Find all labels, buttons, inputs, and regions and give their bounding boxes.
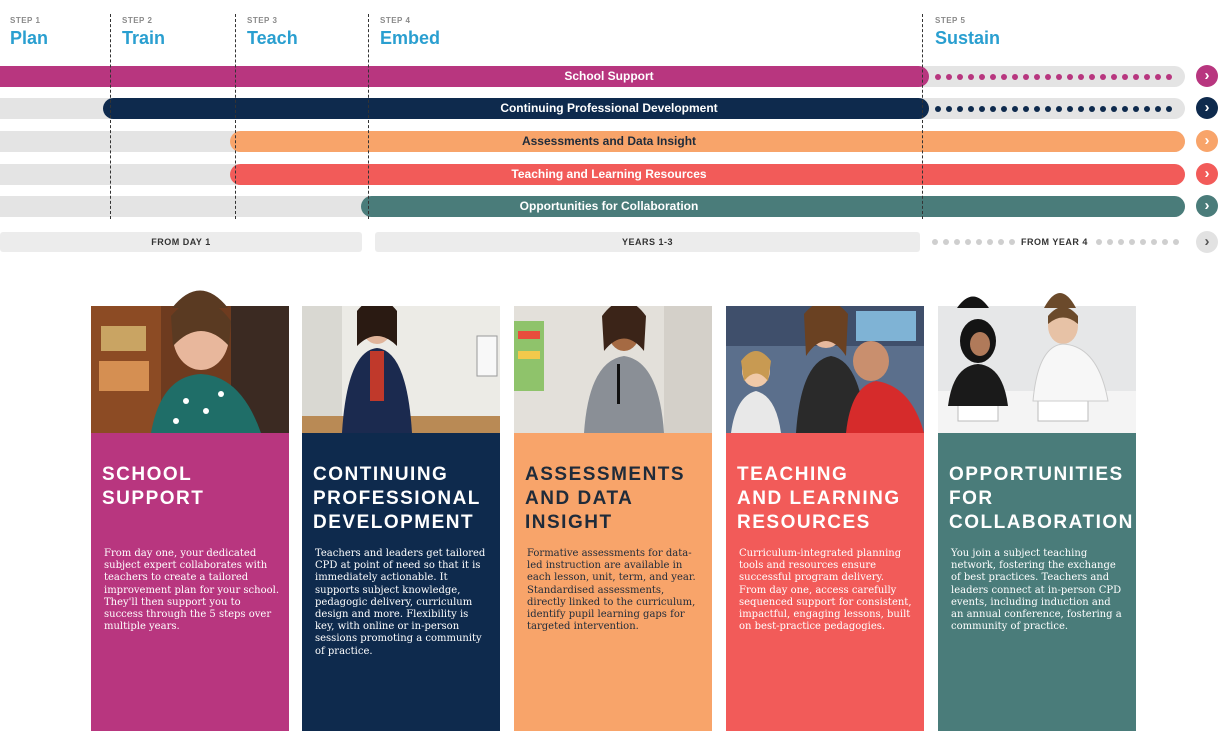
timeline-from-year-4-label: FROM YEAR 4 [1021, 237, 1088, 247]
chevron-right-icon[interactable]: › [1196, 231, 1218, 253]
dot [1100, 106, 1106, 112]
photo-head-overflow [170, 283, 230, 308]
card-title-line: PROFESSIONAL [313, 488, 481, 509]
dot [1118, 239, 1124, 245]
dot [979, 106, 985, 112]
dots-school-support [929, 66, 1185, 87]
step-5-name: Sustain [935, 28, 1001, 48]
dot [932, 239, 938, 245]
card-title-line: RESOURCES [737, 512, 871, 533]
bar-assessments-label: Assessments and Data Insight [521, 134, 697, 148]
dot [1111, 74, 1117, 80]
card-title [949, 463, 1134, 535]
dot [1067, 74, 1073, 80]
card-description: From day one, your dedicated subject expert collaborates with teachers to create a tailored improvement plan for your school. They'll then support you to success through the 5 steps over multiple years. [104, 548, 280, 633]
timeline-from-day-1: FROM DAY 1 [0, 232, 362, 252]
dot [1023, 106, 1029, 112]
step-5-number: STEP 5 [935, 16, 966, 25]
dot [1133, 74, 1139, 80]
dot [1045, 74, 1051, 80]
card-title [737, 463, 922, 535]
dot [1151, 239, 1157, 245]
dot [1012, 74, 1018, 80]
dot [998, 239, 1004, 245]
chevron-right-icon[interactable]: › [1196, 97, 1218, 119]
chevron-right-icon[interactable]: › [1196, 130, 1218, 152]
photo-teacher-with-pupils [726, 306, 924, 433]
dot [1122, 74, 1128, 80]
chevron-right-icon[interactable]: › [1196, 65, 1218, 87]
card-title-line: COLLABORATION [949, 512, 1134, 533]
step-3-name: Teach [247, 28, 298, 48]
step-divider [235, 14, 236, 219]
dot [1129, 239, 1135, 245]
card-title-line: AND LEARNING [737, 488, 901, 509]
card-title-line: INSIGHT [525, 512, 613, 533]
dot [1155, 106, 1161, 112]
dot [1144, 74, 1150, 80]
step-divider [368, 14, 369, 219]
timeline-years-1-3: YEARS 1-3 [375, 232, 920, 252]
card-description: You join a subject teaching network, fostering the exchange of best practices. Teachers and leaders connect at in-person CPD events, including induction and an annual conference, fostering a community of practice. [951, 548, 1122, 633]
dot [1140, 239, 1146, 245]
card-title-line: CONTINUING [313, 464, 449, 485]
dot [1089, 74, 1095, 80]
dot [1078, 106, 1084, 112]
dots-cpd [929, 98, 1185, 119]
dot [1067, 106, 1073, 112]
card-title [313, 463, 498, 535]
dot [990, 74, 996, 80]
dot [943, 239, 949, 245]
dot [957, 74, 963, 80]
dot [976, 239, 982, 245]
dot [954, 239, 960, 245]
step-divider [922, 14, 923, 219]
chevron-right-icon[interactable]: › [1196, 163, 1218, 185]
dot [1001, 106, 1007, 112]
bar-school-support-label: School Support [564, 69, 654, 83]
dot [946, 106, 952, 112]
dot [1001, 74, 1007, 80]
dot [1045, 106, 1051, 112]
step-4-number: STEP 4 [380, 16, 411, 25]
dot [935, 106, 941, 112]
dot [965, 239, 971, 245]
card-title [525, 463, 710, 535]
dot [1056, 74, 1062, 80]
dot [957, 106, 963, 112]
dot [1009, 239, 1015, 245]
card-collaboration [938, 433, 1136, 731]
photo-head-overflow [955, 291, 991, 308]
dot [1078, 74, 1084, 80]
card-title-line: AND DATA [525, 488, 634, 509]
card-title-line: SUPPORT [102, 488, 205, 509]
dot [1034, 74, 1040, 80]
dot [935, 74, 941, 80]
dot [1107, 239, 1113, 245]
step-2-number: STEP 2 [122, 16, 153, 25]
step-1-name: Plan [10, 28, 49, 48]
photo-head-overflow [1040, 284, 1080, 308]
card-description: Teachers and leaders get tailored CPD at point of need so that it is immediately actionable. It supports subject knowledge, pedagogic delivery, curriculum design and more. Flexibility is key, with online or in-person sessions promoting a community of practice. [315, 548, 486, 657]
dot [1034, 106, 1040, 112]
card-description: Formative assessments for data-led instruction are available in each lesson, unit, term, and year. Standardised assessments, directly linked to the curriculum, identify pupil learning gaps for targeted intervention. [527, 548, 696, 633]
bar-collaboration-label: Opportunities for Collaboration [519, 199, 699, 213]
card-title-line: OPPORTUNITIES [949, 464, 1124, 485]
dot [1122, 106, 1128, 112]
dot [1056, 106, 1062, 112]
dot [946, 74, 952, 80]
bar-cpd-label: Continuing Professional Development [500, 101, 718, 115]
step-2-name: Train [122, 28, 166, 48]
card-school-support [91, 433, 289, 731]
photo-teacher-explaining [514, 306, 712, 433]
dot [1162, 239, 1168, 245]
dot [979, 74, 985, 80]
card-cpd [302, 433, 500, 731]
dot [1096, 239, 1102, 245]
bar-teaching-resources-label: Teaching and Learning Resources [511, 167, 707, 181]
dot [1155, 74, 1161, 80]
photo-teacher-presenting [302, 306, 500, 433]
card-title-line: ASSESSMENTS [525, 464, 686, 485]
timeline-from-year-4 [930, 232, 1185, 252]
dot [968, 74, 974, 80]
dot [1144, 106, 1150, 112]
dot [1023, 74, 1029, 80]
step-divider [110, 14, 111, 219]
dot [968, 106, 974, 112]
card-title-line: FOR [949, 488, 994, 509]
dot [1173, 239, 1179, 245]
dot [987, 239, 993, 245]
step-4-name: Embed [380, 28, 441, 48]
step-3-number: STEP 3 [247, 16, 278, 25]
card-title-line: DEVELOPMENT [313, 512, 475, 533]
photo-teacher-smiling [91, 306, 289, 433]
photo-teachers-collaborating [938, 306, 1136, 433]
chevron-right-icon[interactable]: › [1196, 195, 1218, 217]
card-title-line: SCHOOL [102, 464, 193, 485]
card-title [102, 463, 287, 511]
step-1-number: STEP 1 [10, 16, 41, 25]
card-assessments [514, 433, 712, 731]
dot [1100, 74, 1106, 80]
dot [1089, 106, 1095, 112]
dot [1111, 106, 1117, 112]
dot [1166, 74, 1172, 80]
dot [990, 106, 996, 112]
card-title-line: TEACHING [737, 464, 849, 485]
card-teaching-resources [726, 433, 924, 731]
dot [1133, 106, 1139, 112]
dot [1012, 106, 1018, 112]
card-description: Curriculum-integrated planning tools and resources ensure successful program delivery. From day one, access carefully sequenced support for consistent, impactful, engaging lessons, built on best-practice pedagogies. [739, 548, 912, 633]
dot [1166, 106, 1172, 112]
